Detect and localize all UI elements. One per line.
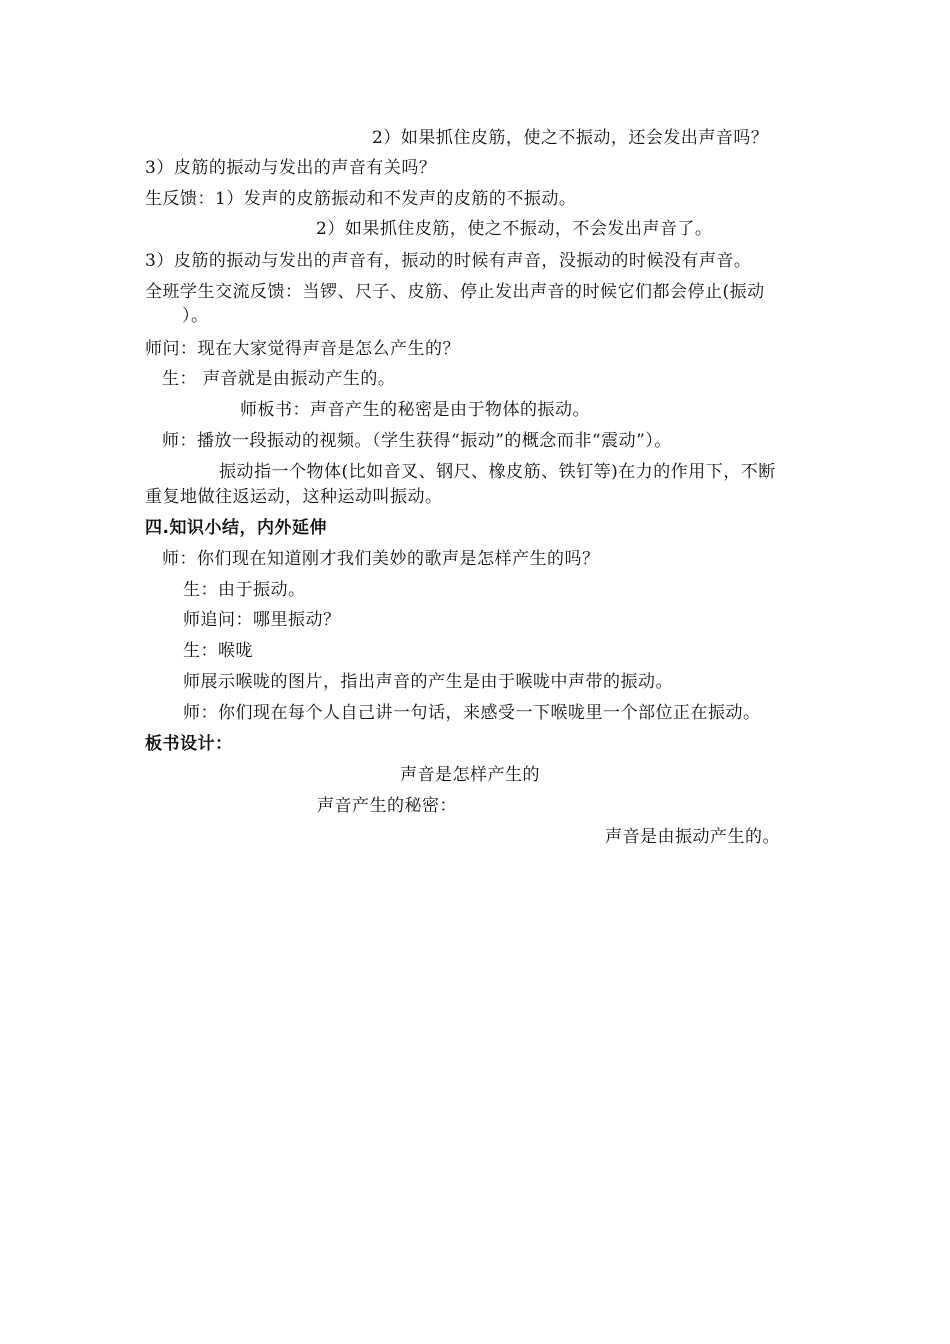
- student-feedback-1-line: 生反馈：1）发声的皮筋振动和不发声的皮筋的不振动。: [145, 189, 577, 209]
- teacher-board-line: 师板书：声音产生的秘密是由于物体的振动。: [240, 400, 590, 420]
- student-vibration-answer-line: 生：由于振动。: [183, 580, 306, 600]
- student-throat-answer-line: 生：喉咙: [183, 641, 253, 661]
- board-conclusion-line: 声音是由振动产生的。: [605, 827, 780, 847]
- teacher-song-question-line: 师：你们现在知道刚才我们美妙的歌声是怎样产生的吗？: [162, 549, 600, 569]
- teacher-throat-picture-line: 师展示喉咙的图片，指出声音的产生是由于喉咙中声带的振动。: [183, 672, 673, 692]
- board-design-heading: 板书设计：: [145, 734, 233, 754]
- student-feedback-2-line: 2）如果抓住皮筋，使之不振动，不会发出声音了。: [316, 219, 713, 239]
- board-title-line: 声音是怎样产生的: [400, 765, 540, 785]
- question-3-line: 3）皮筋的振动与发出的声音有关吗？: [145, 158, 437, 178]
- board-secret-line: 声音产生的秘密：: [317, 796, 457, 816]
- class-feedback-continuation: ）。: [182, 306, 209, 326]
- teacher-speaking-activity-line: 师：你们现在每个人自己讲一句话，来感受一下喉咙里一个部位正在振动。: [183, 703, 761, 723]
- teacher-question-line: 师问：现在大家觉得声音是怎么产生的？: [145, 339, 460, 359]
- teacher-video-line: 师：播放一段振动的视频。（学生获得“振动”的概念而非“震动”）。: [162, 431, 672, 451]
- class-feedback-line: 全班学生交流反馈：当锣、尺子、皮筋、停止发出声音的时候它们都会停止(振动: [145, 282, 765, 302]
- student-feedback-3-line: 3）皮筋的振动与发出的声音有，振动的时候有声音，没振动的时候没有声音。: [145, 251, 752, 271]
- vibration-definition-line-2: 重复地做往返运动，这种运动叫振动。: [145, 487, 443, 507]
- vibration-definition-line-1: 振动指一个物体(比如音叉、钢尺、橡皮筋、铁钉等)在力的作用下，不断: [219, 462, 776, 482]
- question-2-line: 2）如果抓住皮筋，使之不振动，还会发出声音吗？: [372, 128, 769, 148]
- section-heading: 四.知识小结，内外延伸: [145, 518, 327, 538]
- student-answer-line: 生： 声音就是由振动产生的。: [162, 369, 396, 389]
- teacher-follow-up-line: 师追问：哪里振动？: [183, 610, 341, 630]
